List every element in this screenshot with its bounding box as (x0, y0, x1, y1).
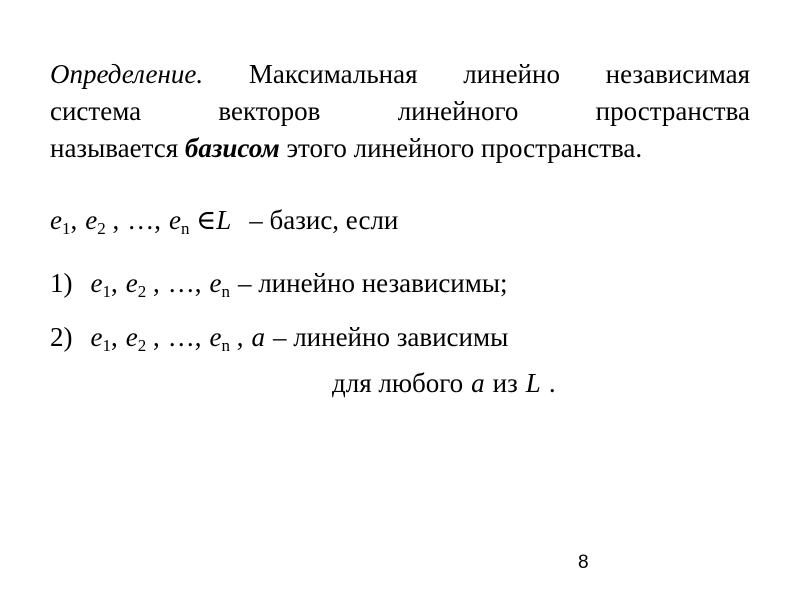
belongs-symbol: ∈ (196, 205, 217, 235)
definition-line-3-prefix: называется (50, 133, 185, 163)
vector-e2: $e_2$ (85, 205, 106, 238)
vector-a: a (251, 322, 265, 352)
basis-statement: $e_1$, $e_2$ , …, $e_n$ ∈L – базис, если (50, 205, 399, 238)
basis-term: базисом (184, 133, 280, 163)
ellipsis: … (127, 205, 155, 235)
definition-term: Определение. (50, 59, 204, 89)
definition-line-1 (50, 56, 750, 93)
c1-vector-en: $e_n$ (209, 268, 230, 301)
c1-vector-e1: $e_1$ (90, 268, 111, 301)
definition-line-3-suffix: этого линейного пространства. (279, 133, 643, 163)
condition-1: 1) $e_1$, $e_2$ , …, $e_n$ – линейно независимы; (50, 268, 508, 301)
definition-line-1-text: Максимальная линейно независимая (203, 59, 750, 89)
condition-2-line2-mid: из (492, 368, 518, 398)
condition-1-number: 1) (50, 268, 73, 298)
c2-vector-en: $e_n$ (209, 322, 230, 355)
definition-paragraph (50, 56, 750, 167)
c2-line2-space-L: L (525, 368, 541, 398)
c2-line2-vector-a: a (471, 368, 485, 398)
c1-vector-e2: $e_2$ (125, 268, 147, 301)
definition-line-3 (50, 130, 750, 167)
condition-2-continuation (332, 366, 556, 400)
vector-en: $e_n$ (168, 205, 190, 238)
page-number: 8 (578, 552, 589, 573)
condition-2: 2) $e_1$, $e_2$ , …, $e_n$ , a – линейно зависимы (50, 322, 509, 355)
c2-vector-e1: $e_1$ (90, 322, 111, 355)
condition-2-number: 2) (50, 322, 73, 352)
condition-2-text: – линейно зависимы (272, 322, 509, 352)
condition-2-line2-prefix: для любого (332, 368, 464, 398)
vector-e1: $e_1$ (50, 205, 71, 238)
basis-statement-text: – базис, если (249, 205, 399, 235)
c2-vector-e2: $e_2$ (125, 322, 147, 355)
space-symbol-L: L (216, 205, 232, 235)
definition-line-2: система векторов линейного пространства (50, 96, 750, 126)
condition-1-text: – линейно независимы; (237, 268, 508, 298)
condition-2-line2-end: . (548, 368, 556, 398)
